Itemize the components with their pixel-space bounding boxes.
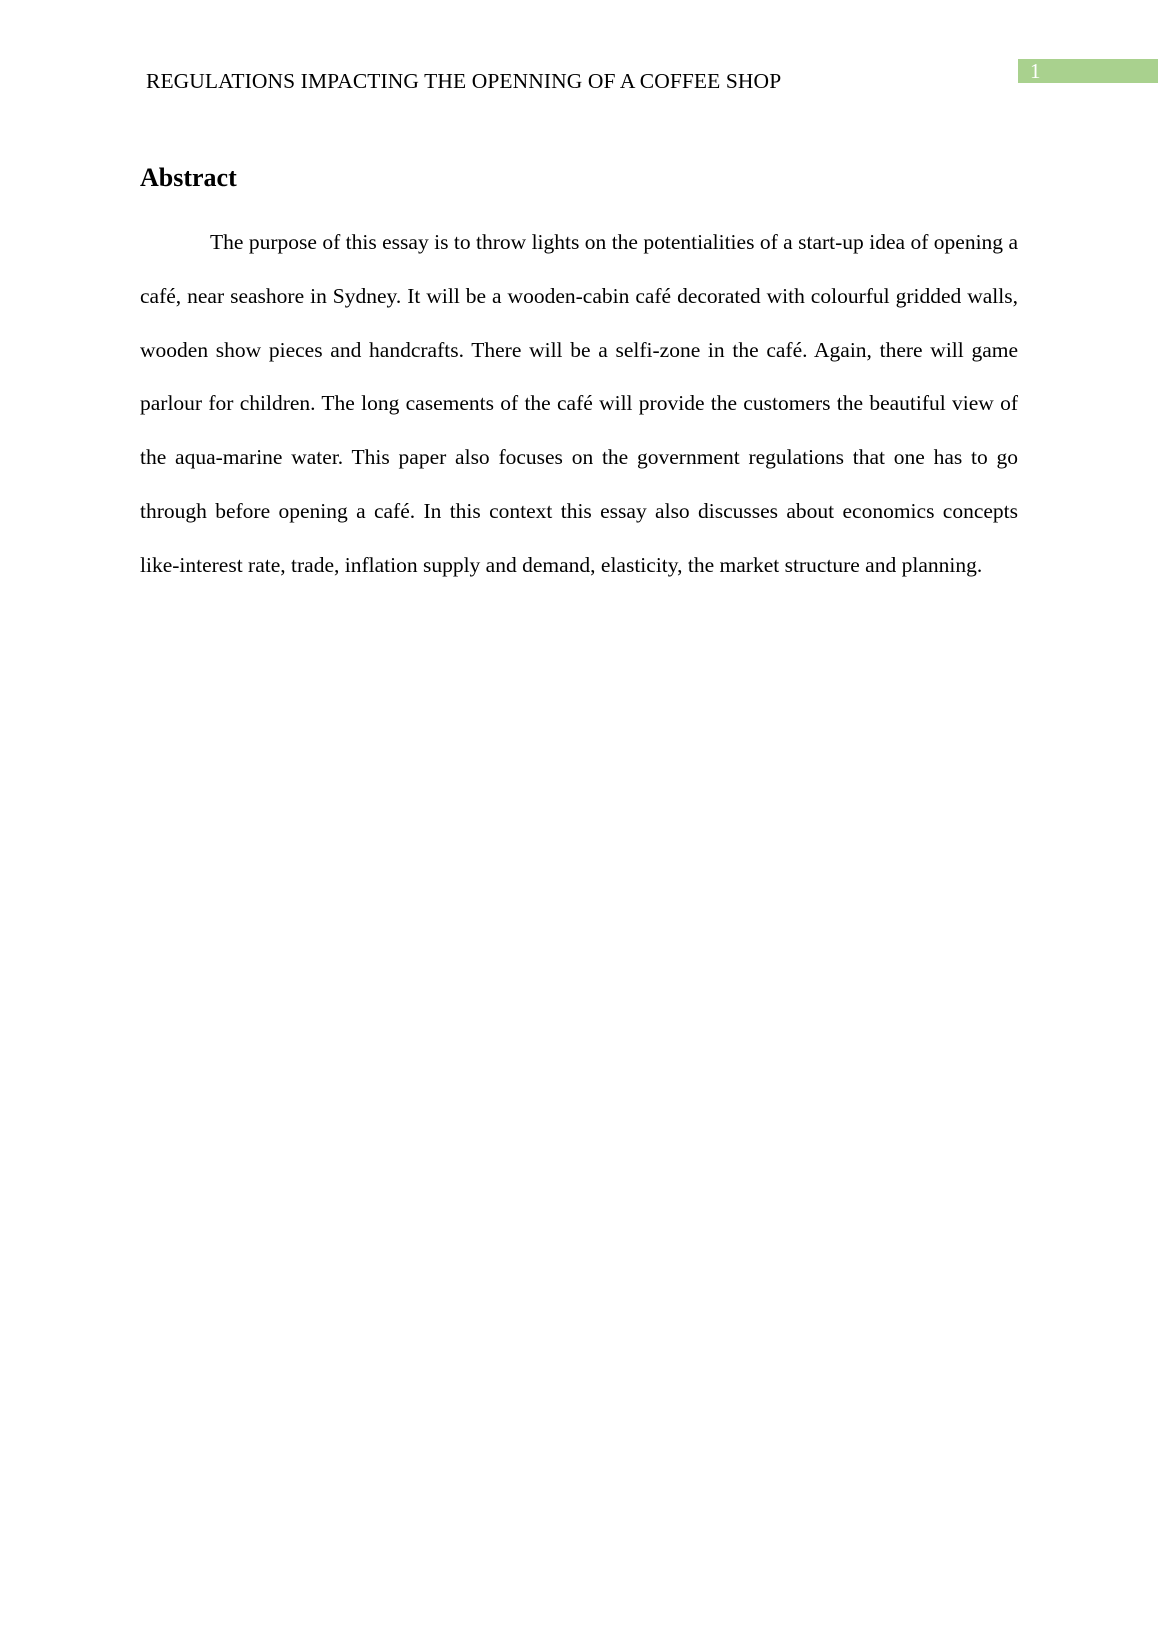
abstract-heading: Abstract — [140, 163, 237, 192]
abstract-paragraph: The purpose of this essay is to throw lights on the potentialities of a start-up idea of opening a café, near seashore in Sydney. It will be a wooden-cabin café decorated with colourful gridded walls, wooden show pieces and handcrafts. There will be a selfi-zone in the café. Again, there will game parlour for children. The long casements of the café will provide the customers the beautiful view of the aqua-marine water. This paper also focuses on the government regulations that one has to go through before opening a café. In this context this essay also discusses about economics concepts like-interest rate, trade, inflation supply and demand, elasticity, the market structure and planning. — [140, 230, 1018, 577]
running-head: REGULATIONS IMPACTING THE OPENNING OF A COFFEE SHOP — [146, 69, 782, 93]
page-number-tab — [1018, 59, 1158, 83]
page-number: 1 — [1030, 59, 1041, 83]
